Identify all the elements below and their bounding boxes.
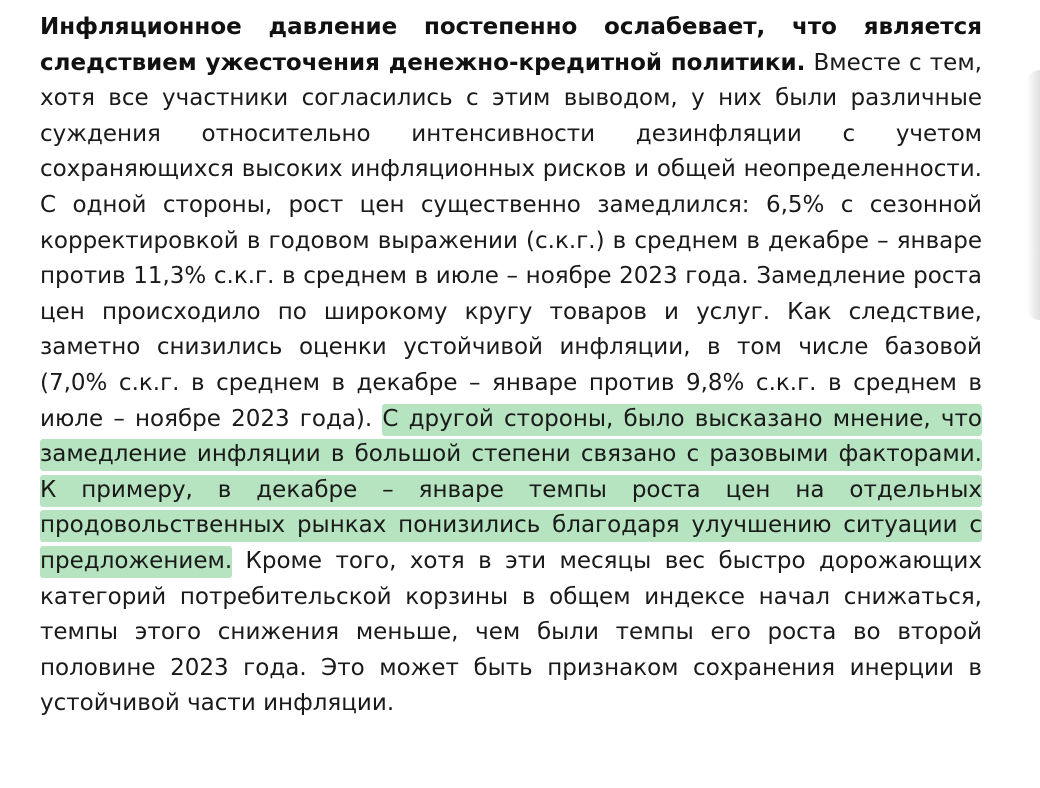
body-text-before-highlight: Вместе с тем, хотя все участники согласились с этим выводом, у них были различные суждения относительно интенсивности дезинфляции с учетом сохраняющихся высоких инфляционных рисков и общей неопределенности. С одной стороны, рост цен существенно замедлился: 6,5% с сезонной корректировкой в годовом выражении (с.к.г.) в среднем в декабре – январе против 11,3% с.к.г. в среднем в июле – ноябре 2023 года. Замедление роста цен происходило по широкому кругу товаров и услуг. Как следствие, заметно снизились оценки устойчивой инфляции, в том числе базовой (7,0% с.к.г. в среднем в декабре – январе против 9,8% с.к.г. в среднем в июле – ноябре 2023 года).	[40, 49, 982, 432]
bold-lead-sentence: Инфляционное давление постепенно ослабевает, что является следствием ужесточения денежно-кредитной политики.	[40, 14, 982, 76]
body-text-after-highlight: Кроме того, хотя в эти месяцы вес быстро дорожающих категорий потребительской корзины в общем индексе начал снижаться, темпы этого снижения меньше, чем были темпы его роста во второй половине 2023 года. Это может быть признаком сохранения инерции в устойчивой части инфляции.	[40, 547, 982, 717]
paragraph	[40, 10, 982, 722]
page-edge-shadow	[1026, 70, 1040, 320]
highlighted-passage[interactable]: С другой стороны, было высказано мнение, что замедление инфляции в большой степени связано с разовыми факторами. К примеру, в декабре – январе темпы роста цен на отдельных продовольственных рынках понизились благодаря улучшению ситуации с предложением.	[40, 404, 982, 578]
